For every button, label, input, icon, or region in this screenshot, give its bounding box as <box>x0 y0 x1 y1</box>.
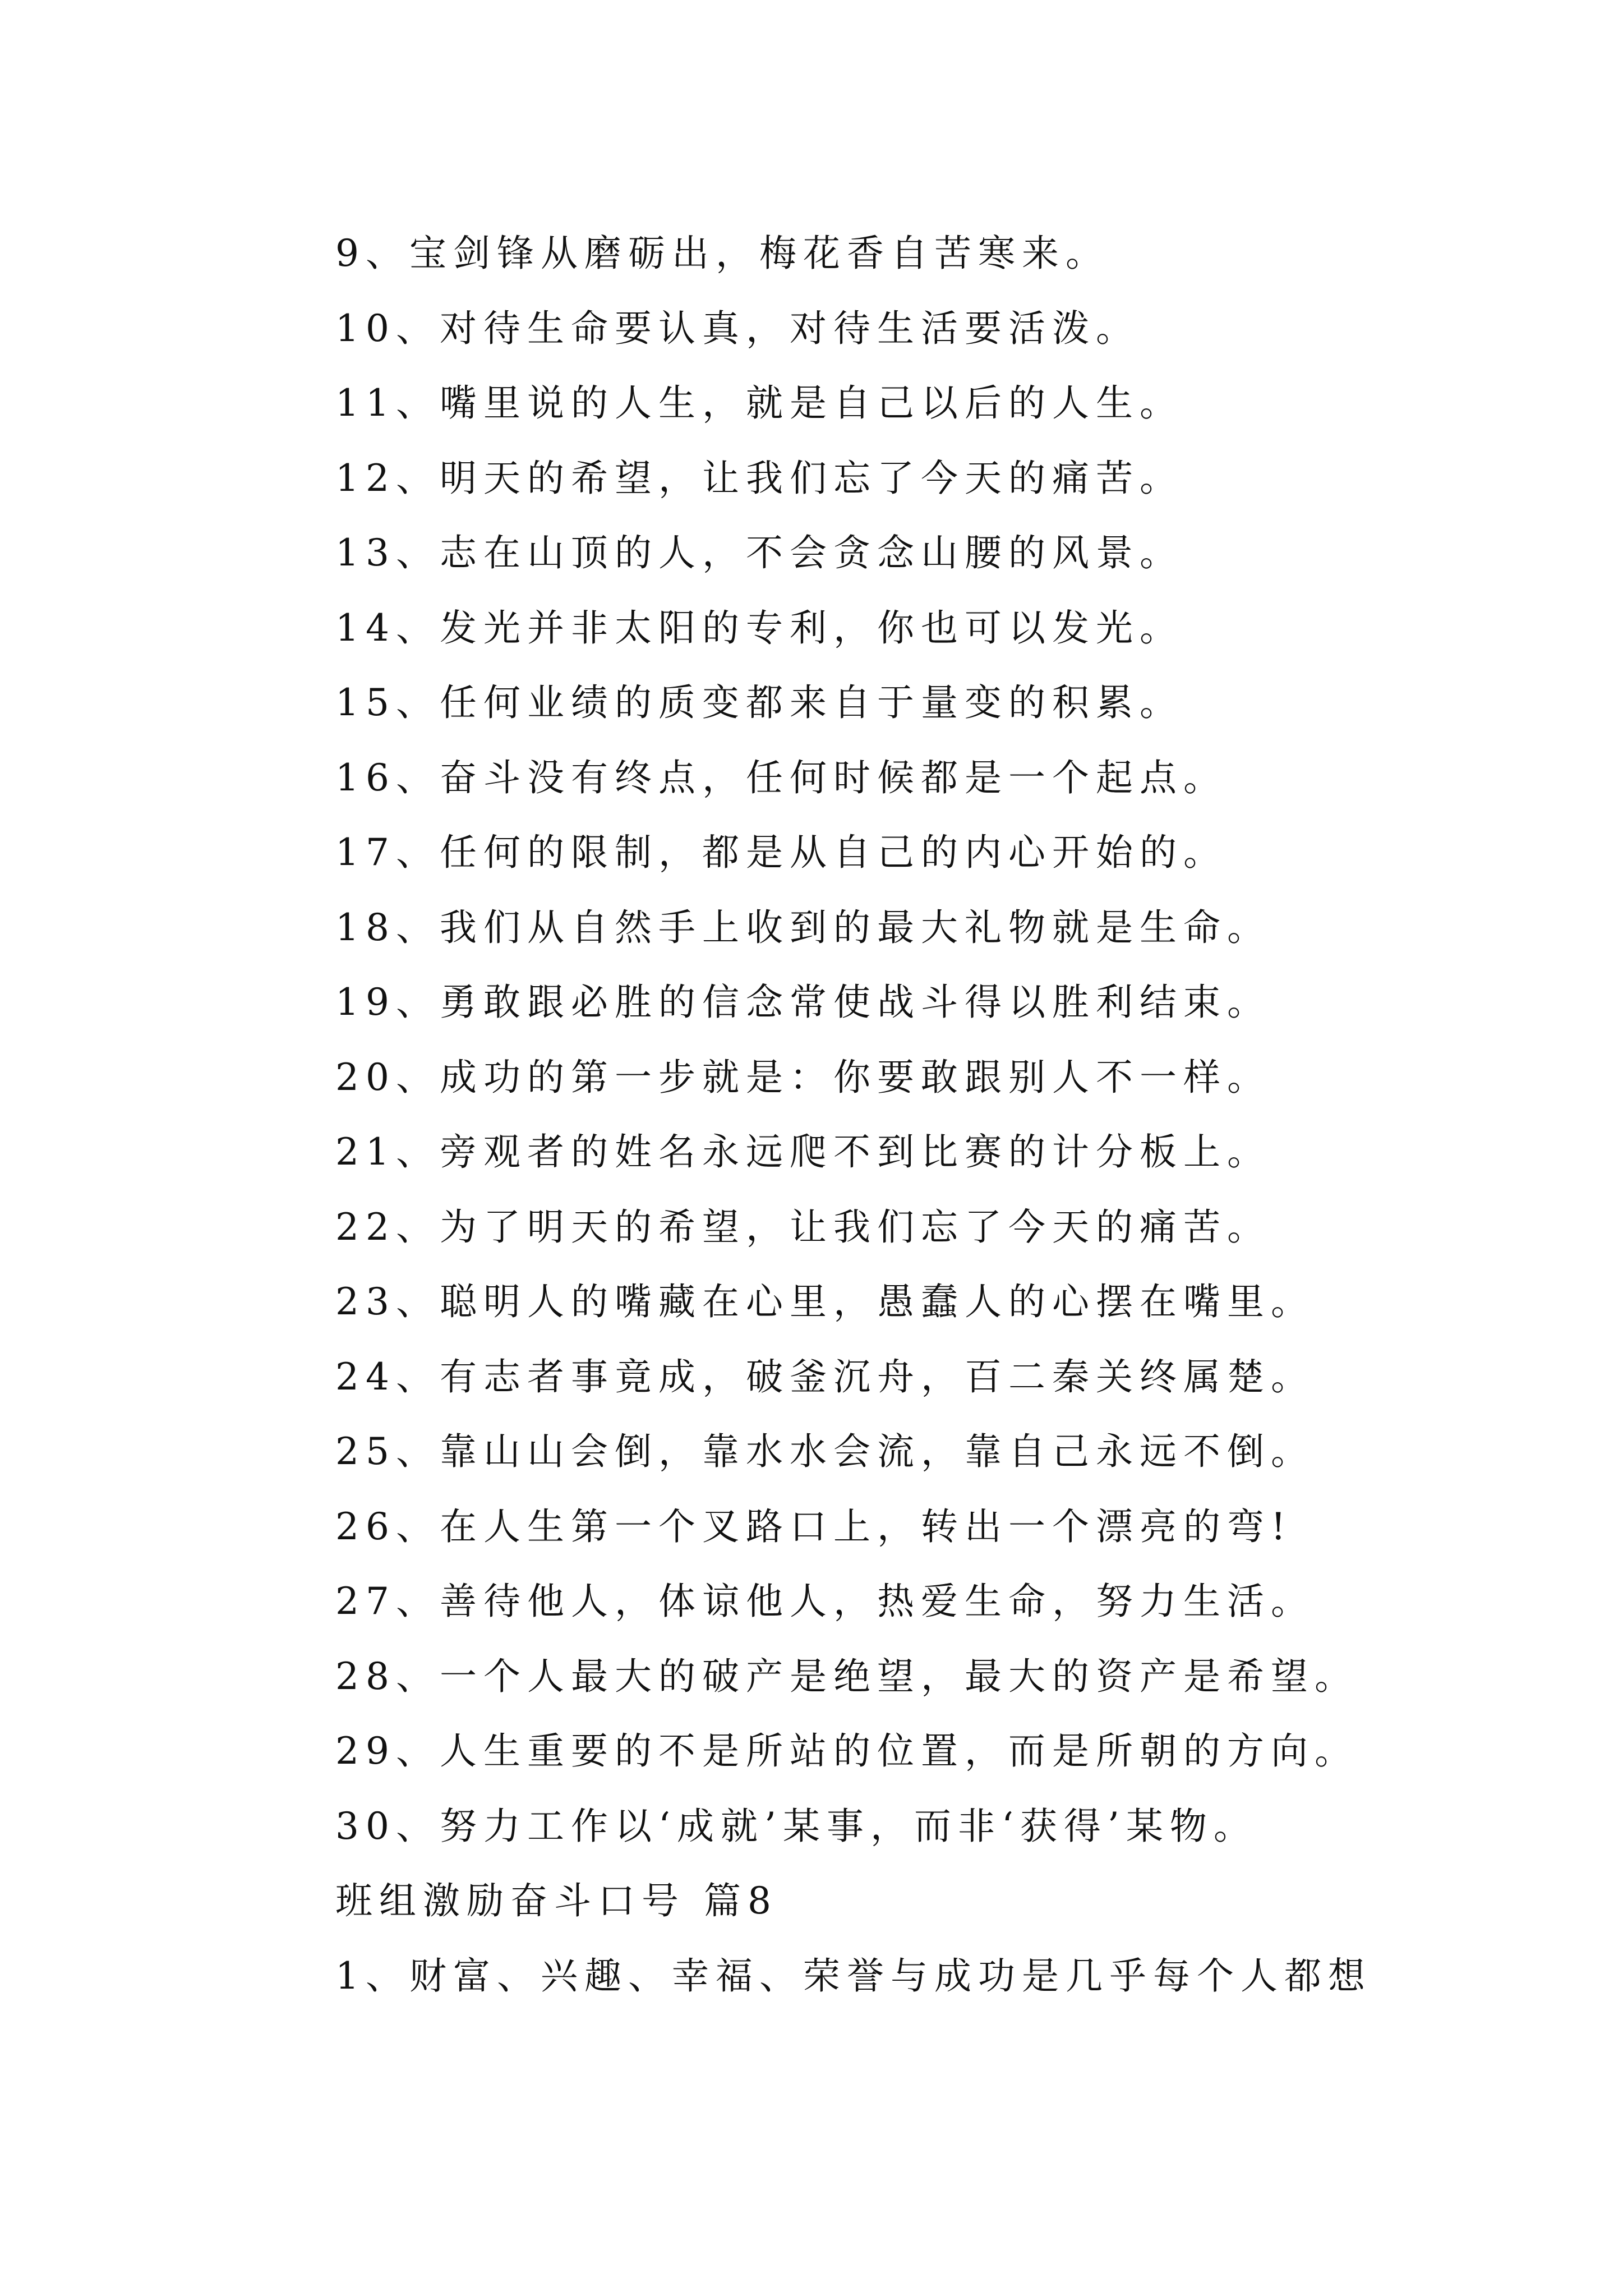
list-item: 20、成功的第一步就是：你要敢跟别人不一样。 <box>335 1055 1271 1099</box>
document-body <box>335 216 1457 2013</box>
list-item: 15、任何业绩的质变都来自于量变的积累。 <box>335 681 1183 724</box>
list-item: 24、有志者事竟成，破釜沉舟，百二秦关终属楚。 <box>335 1355 1315 1398</box>
list-item: 25、靠山山会倒，靠水水会流，靠自己永远不倒。 <box>335 1430 1315 1473</box>
list-item: 22、为了明天的希望，让我们忘了今天的痛苦。 <box>335 1205 1271 1249</box>
list-item: 11、嘴里说的人生，就是自己以后的人生。 <box>335 381 1183 425</box>
list-item: 16、奋斗没有终点，任何时候都是一个起点。 <box>335 756 1227 799</box>
list-item: 17、任何的限制，都是从自己的内心开始的。 <box>335 831 1227 874</box>
list-item: 1、财富、兴趣、幸福、荣誉与成功是几乎每个人都想 <box>335 1954 1372 1998</box>
section-heading: 班组激励奋斗口号 篇8 <box>335 1879 778 1922</box>
list-item: 12、明天的希望，让我们忘了今天的痛苦。 <box>335 456 1183 500</box>
list-item: 27、善待他人，体谅他人，热爱生命，努力生活。 <box>335 1580 1315 1623</box>
list-item: 30、努力工作以‘成就’某事，而非‘获得’某物。 <box>335 1804 1257 1848</box>
list-item: 18、我们从自然手上收到的最大礼物就是生命。 <box>335 905 1271 949</box>
list-item: 9、宝剑锋从磨砺出，梅花香自苦寒来。 <box>335 232 1109 275</box>
list-item: 21、旁观者的姓名永远爬不到比赛的计分板上。 <box>335 1130 1271 1174</box>
list-item: 29、人生重要的不是所站的位置，而是所朝的方向。 <box>335 1729 1358 1773</box>
list-item: 26、在人生第一个叉路口上，转出一个漂亮的弯! <box>335 1504 1293 1548</box>
list-item: 28、一个人最大的破产是绝望，最大的资产是希望。 <box>335 1654 1358 1698</box>
list-item: 23、聪明人的嘴藏在心里，愚蠢人的心摆在嘴里。 <box>335 1280 1315 1323</box>
list-item: 10、对待生命要认真，对待生活要活泼。 <box>335 306 1140 350</box>
list-item: 14、发光并非太阳的专利，你也可以发光。 <box>335 606 1183 650</box>
list-item: 13、志在山顶的人，不会贪念山腰的风景。 <box>335 531 1183 574</box>
list-item: 19、勇敢跟必胜的信念常使战斗得以胜利结束。 <box>335 981 1271 1024</box>
